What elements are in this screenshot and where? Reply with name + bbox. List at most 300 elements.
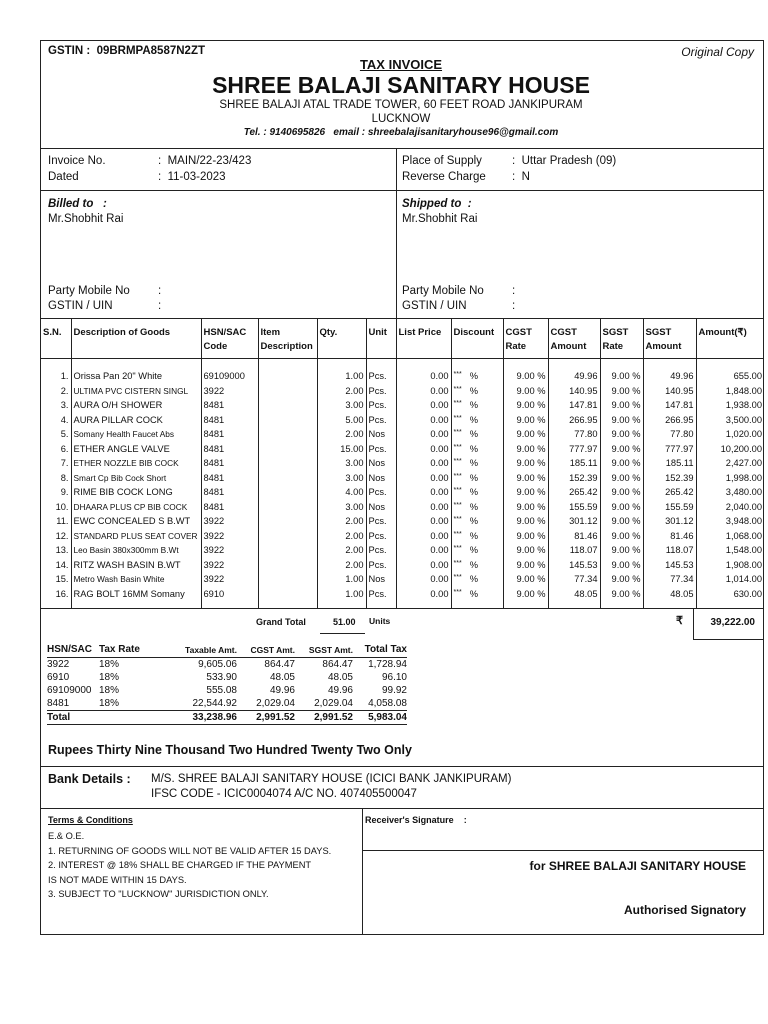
tax-cell: 8481 xyxy=(47,698,70,709)
table-cell: 9.00 % xyxy=(600,369,643,384)
tax-cell: 6910 xyxy=(47,672,70,683)
table-cell: 152.39 xyxy=(548,471,600,486)
table-cell: 118.07 xyxy=(643,543,696,558)
items-table xyxy=(41,318,764,608)
discount-unit: % xyxy=(469,545,478,555)
table-cell: 77.80 xyxy=(643,427,696,442)
table-cell xyxy=(451,427,503,442)
table-cell xyxy=(451,587,503,602)
reverse-label: Reverse Charge xyxy=(402,171,486,183)
table-row xyxy=(41,529,764,544)
table-cell: AURA PILLAR COCK xyxy=(71,413,201,428)
place-label: Place of Supply xyxy=(402,155,482,167)
receiver-label: Receiver's Signature xyxy=(365,815,454,825)
discount-value: *** xyxy=(453,385,462,393)
table-cell: 2. xyxy=(60,385,69,396)
invoice-no: MAIN/22-23/423 xyxy=(167,155,252,167)
table-row xyxy=(41,413,764,428)
table-cell: 1,020.00 xyxy=(696,427,764,442)
table-row xyxy=(41,384,764,399)
spacer-cell xyxy=(41,601,71,608)
table-cell: 14. xyxy=(55,559,69,570)
spacer-cell xyxy=(600,358,643,369)
colon: : xyxy=(512,285,516,297)
invoice-no-label: Invoice No. xyxy=(48,155,106,167)
reverse-charge: N xyxy=(521,171,530,183)
table-cell: 0.00 xyxy=(396,398,451,413)
table-row xyxy=(41,485,764,500)
underline xyxy=(320,633,365,634)
table-cell: 13. xyxy=(55,545,69,555)
table-cell: 8481 xyxy=(201,485,258,500)
table-cell: 81.46 xyxy=(548,529,600,544)
table-cell: 49.96 xyxy=(548,369,600,384)
table-cell: 185.11 xyxy=(548,456,600,471)
terms-line: IS NOT MADE WITHIN 15 DAYS. xyxy=(48,874,187,885)
discount-value: *** xyxy=(453,559,462,567)
table-cell: 9.00 % xyxy=(600,558,643,573)
table-cell: 9.00 % xyxy=(503,427,548,442)
terms-line: 3. SUBJECT TO "LUCKNOW" JURISDICTION ONLY. xyxy=(48,889,269,899)
table-cell: 1. xyxy=(60,371,69,381)
column-header: CGST Rate xyxy=(503,318,548,358)
total-qty: 51.00 xyxy=(333,617,356,627)
table-cell: 2.00 xyxy=(317,543,366,558)
column-header: CGST Amount xyxy=(548,318,600,358)
tax-column-header: HSN/SAC xyxy=(47,644,99,658)
table-cell: 77.34 xyxy=(548,572,600,587)
table-cell: 3. xyxy=(60,400,69,410)
table-cell: RIME BIB COCK LONG xyxy=(71,485,201,500)
column-header: Discount xyxy=(451,318,503,358)
discount-value: *** xyxy=(453,472,462,480)
tax-column-header: CGST Amt. xyxy=(237,644,295,658)
place-value: : Uttar Pradesh (09) xyxy=(512,155,617,167)
spacer-cell xyxy=(71,601,201,608)
discount-value: *** xyxy=(453,516,462,523)
table-cell xyxy=(258,413,317,428)
table-cell: RITZ WASH BASIN B.WT xyxy=(71,558,201,573)
table-cell: 3.00 xyxy=(317,471,366,486)
discount-value: *** xyxy=(453,501,462,509)
terms-title: Terms & Conditions xyxy=(48,815,133,825)
tax-cell: 48.05 xyxy=(269,672,295,683)
table-cell xyxy=(451,529,503,544)
seller-gstin: GSTIN : 09BRMPA8587N2ZT xyxy=(48,45,205,57)
divider xyxy=(396,148,397,318)
spacer-row xyxy=(41,358,764,369)
table-cell: 48.05 xyxy=(643,587,696,602)
table-cell: 2,040.00 xyxy=(696,500,764,515)
tax-header-row xyxy=(47,644,407,658)
units-label: Units xyxy=(369,616,391,626)
table-cell: Nos xyxy=(366,471,396,486)
table-cell: 0.00 xyxy=(396,442,451,457)
table-cell xyxy=(451,471,503,486)
table-cell: 49.96 xyxy=(643,369,696,384)
spacer-cell xyxy=(396,358,451,369)
tax-total-cell: 5,983.04 xyxy=(353,711,407,725)
table-cell: 0.00 xyxy=(396,427,451,442)
table-cell: 3922 xyxy=(201,529,258,544)
table-cell: 147.81 xyxy=(548,398,600,413)
table-cell: 0.00 xyxy=(396,514,451,529)
spacer-cell xyxy=(696,601,764,608)
discount-value: *** xyxy=(453,458,462,465)
discount-unit: % xyxy=(469,400,478,410)
terms-line: 2. INTEREST @ 18% SHALL BE CHARGED IF THE PAYMENT xyxy=(48,860,312,870)
for-company: for SHREE BALAJI SANITARY HOUSE xyxy=(529,859,746,873)
table-cell xyxy=(258,442,317,457)
bank-label: Bank Details : xyxy=(48,772,131,786)
table-row xyxy=(41,543,764,558)
table-cell: 3,948.00 xyxy=(696,514,764,529)
table-cell: Pcs. xyxy=(366,514,396,529)
doc-title: TAX INVOICE xyxy=(359,57,443,72)
table-cell: 9.00 % xyxy=(600,398,643,413)
bank-line2: IFSC CODE - ICIC0004074 A/C NO. 407405500047 xyxy=(151,788,417,800)
table-cell: 0.00 xyxy=(396,572,451,587)
column-header: Amount(₹) xyxy=(696,318,764,358)
grand-total-amount: 39,222.00 xyxy=(710,617,755,628)
table-cell: 4.00 xyxy=(317,485,366,500)
terms-line: E.& O.E. xyxy=(48,831,85,841)
table-cell: 152.39 xyxy=(643,471,696,486)
table-cell xyxy=(258,529,317,544)
table-cell: 4. xyxy=(60,414,69,425)
tax-cell: 2,029.04 xyxy=(314,698,353,709)
discount-unit: % xyxy=(469,530,478,541)
spacer-cell xyxy=(41,358,71,369)
column-header: Qty. xyxy=(317,318,366,358)
table-cell: DHAARA PLUS CP BIB COCK xyxy=(71,500,201,515)
table-cell: 3,480.00 xyxy=(696,485,764,500)
spacer-cell xyxy=(451,358,503,369)
table-cell: Leo Basin 380x300mm B.Wt xyxy=(71,543,201,558)
table-cell: 9.00 % xyxy=(600,413,643,428)
tax-cell: 18% xyxy=(99,685,120,696)
table-cell: 3922 xyxy=(201,384,258,399)
divider xyxy=(40,190,764,191)
table-cell: 77.80 xyxy=(548,427,600,442)
table-cell: 0.00 xyxy=(396,384,451,399)
spacer-cell xyxy=(643,601,696,608)
tax-summary-table xyxy=(47,644,407,725)
table-cell: 0.00 xyxy=(396,369,451,384)
items-header-row xyxy=(41,318,764,358)
tax-cell: 864.47 xyxy=(322,659,353,670)
tax-cell: 864.47 xyxy=(264,659,295,670)
amount-in-words: Rupees Thirty Nine Thousand Two Hundred Twenty Two Only xyxy=(48,743,412,757)
gstin-label: GSTIN xyxy=(48,45,84,57)
discount-unit: % xyxy=(469,458,478,468)
spacer-cell xyxy=(317,601,366,608)
table-row xyxy=(41,442,764,457)
colon: : xyxy=(158,285,162,297)
tax-cell: 49.96 xyxy=(269,685,295,696)
tax-total-cell xyxy=(99,711,149,725)
table-cell: 9.00 % xyxy=(503,514,548,529)
table-cell: 10,200.00 xyxy=(696,442,764,457)
discount-value: *** xyxy=(453,400,462,407)
spacer-cell xyxy=(503,358,548,369)
table-row xyxy=(41,572,764,587)
divider xyxy=(40,808,764,809)
table-cell: 11. xyxy=(56,516,69,526)
table-cell: Pcs. xyxy=(366,369,396,384)
table-cell: 147.81 xyxy=(643,398,696,413)
copy-label: Original Copy xyxy=(681,45,754,59)
table-cell: 266.95 xyxy=(548,413,600,428)
table-cell: 7. xyxy=(60,458,69,468)
billed-gstin-label: GSTIN / UIN xyxy=(48,300,113,312)
table-row xyxy=(41,514,764,529)
divider xyxy=(40,608,764,609)
authorised-signatory: Authorised Signatory xyxy=(623,903,746,917)
table-cell xyxy=(258,572,317,587)
billed-mobile-label: Party Mobile No xyxy=(48,285,130,297)
table-cell: 5.00 xyxy=(317,413,366,428)
table-cell: 0.00 xyxy=(396,471,451,486)
column-header: Item Description xyxy=(258,318,317,358)
table-cell: 9.00 % xyxy=(600,456,643,471)
table-cell xyxy=(258,558,317,573)
spacer-cell xyxy=(548,358,600,369)
table-cell: 140.95 xyxy=(643,384,696,399)
shipped-gstin-label: GSTIN / UIN xyxy=(402,300,467,312)
table-row xyxy=(41,369,764,384)
tax-row xyxy=(47,671,407,684)
spacer-cell xyxy=(366,358,396,369)
table-cell: 0.00 xyxy=(396,500,451,515)
table-cell: 9.00 % xyxy=(503,543,548,558)
table-cell: 0.00 xyxy=(396,587,451,602)
table-cell xyxy=(451,398,503,413)
table-cell: 2.00 xyxy=(317,558,366,573)
table-cell xyxy=(258,500,317,515)
table-cell xyxy=(451,442,503,457)
table-cell xyxy=(451,485,503,500)
table-cell: 0.00 xyxy=(396,529,451,544)
table-cell: 8481 xyxy=(201,427,258,442)
table-cell: 9.00 % xyxy=(503,471,548,486)
table-cell: 301.12 xyxy=(548,514,600,529)
table-cell: ETHER NOZZLE BIB COCK xyxy=(71,456,201,471)
tax-total-cell: Total xyxy=(47,711,99,725)
table-cell: 9.00 % xyxy=(600,529,643,544)
discount-value: *** xyxy=(453,530,462,538)
table-cell: 1,908.00 xyxy=(696,558,764,573)
column-header: Description of Goods xyxy=(71,318,201,358)
spacer-cell xyxy=(71,358,201,369)
table-cell: 3,500.00 xyxy=(696,413,764,428)
spacer-cell xyxy=(643,358,696,369)
table-cell: 2,427.00 xyxy=(696,456,764,471)
tax-total-row xyxy=(47,711,407,725)
table-cell: Pcs. xyxy=(366,398,396,413)
gstin-value: 09BRMPA8587N2ZT xyxy=(96,45,205,57)
table-row xyxy=(41,500,764,515)
table-cell xyxy=(258,456,317,471)
table-cell xyxy=(258,369,317,384)
spacer-cell xyxy=(696,358,764,369)
table-cell: ULTIMA PVC CISTERN SINGL xyxy=(71,384,201,399)
tax-cell: 69109000 xyxy=(47,685,92,696)
table-cell: Pcs. xyxy=(366,384,396,399)
table-cell xyxy=(451,500,503,515)
table-cell: 9.00 % xyxy=(503,369,548,384)
discount-unit: % xyxy=(469,501,478,512)
table-cell: 9.00 % xyxy=(503,500,548,515)
table-cell: 155.59 xyxy=(548,500,600,515)
spacer-cell xyxy=(366,601,396,608)
tax-cell: 555.08 xyxy=(206,685,237,696)
table-cell: 655.00 xyxy=(696,369,764,384)
terms-list xyxy=(48,829,331,902)
table-cell: 3922 xyxy=(201,543,258,558)
currency-icon: ₹ xyxy=(676,615,683,627)
table-cell: 266.95 xyxy=(643,413,696,428)
discount-value: *** xyxy=(453,371,462,378)
table-cell: Nos xyxy=(366,572,396,587)
table-cell: Orissa Pan 20" White xyxy=(71,369,201,384)
place-of-supply: Uttar Pradesh (09) xyxy=(521,155,617,167)
discount-value: *** xyxy=(453,545,462,552)
table-cell: 2.00 xyxy=(317,514,366,529)
discount-unit: % xyxy=(469,472,478,483)
tax-cell: 49.96 xyxy=(327,685,353,696)
divider xyxy=(362,850,764,851)
table-cell: 3922 xyxy=(201,558,258,573)
table-cell: Pcs. xyxy=(366,543,396,558)
table-cell: 5. xyxy=(60,429,69,439)
table-cell: 3.00 xyxy=(317,398,366,413)
table-cell: 3922 xyxy=(201,572,258,587)
table-cell xyxy=(451,572,503,587)
colon: : xyxy=(158,300,162,312)
tax-column-header: Total Tax xyxy=(353,644,407,658)
table-cell: Smart Cp Bib Cock Short xyxy=(71,471,201,486)
spacer-cell xyxy=(258,358,317,369)
tax-row xyxy=(47,684,407,697)
table-cell: 9.00 % xyxy=(600,442,643,457)
shipped-to-name: Mr.Shobhit Rai xyxy=(402,213,478,225)
dated-label: Dated xyxy=(48,171,79,183)
table-cell: 9.00 % xyxy=(503,485,548,500)
table-cell: Pcs. xyxy=(366,587,396,602)
tax-column-header: Taxable Amt. xyxy=(149,644,237,658)
table-cell: 9.00 % xyxy=(503,572,548,587)
divider xyxy=(362,808,363,935)
table-cell: 155.59 xyxy=(643,500,696,515)
terms-line: 1. RETURNING OF GOODS WILL NOT BE VALID AFTER 15 DAYS. xyxy=(48,845,332,856)
tax-cell: 4,058.08 xyxy=(368,698,407,709)
colon: : xyxy=(512,300,516,312)
shipped-mobile-label: Party Mobile No xyxy=(402,285,484,297)
table-cell: 10. xyxy=(55,501,69,512)
table-row xyxy=(41,471,764,486)
tax-cell: 48.05 xyxy=(327,672,353,683)
tax-total-cell: 2,991.52 xyxy=(295,711,353,725)
discount-value: *** xyxy=(453,588,462,596)
table-cell: 0.00 xyxy=(396,485,451,500)
table-cell xyxy=(258,485,317,500)
table-cell xyxy=(258,514,317,529)
table-cell: Nos xyxy=(366,427,396,442)
receiver-signature-label: Receiver's Signature : xyxy=(365,815,467,825)
table-cell: 8481 xyxy=(201,500,258,515)
invoice-date: 11-03-2023 xyxy=(167,171,226,183)
table-cell xyxy=(258,398,317,413)
table-cell: 145.53 xyxy=(643,558,696,573)
table-cell: 630.00 xyxy=(696,587,764,602)
bank-line1: M/S. SHREE BALAJI SANITARY HOUSE (ICICI BANK JANKIPURAM) xyxy=(151,773,512,785)
table-cell xyxy=(258,587,317,602)
spacer-cell xyxy=(201,358,258,369)
table-cell: 9.00 % xyxy=(600,471,643,486)
table-cell: 265.42 xyxy=(548,485,600,500)
table-cell: 777.97 xyxy=(643,442,696,457)
table-cell: 1,938.00 xyxy=(696,398,764,413)
tax-cell: 1,728.94 xyxy=(368,659,407,670)
table-cell: Nos xyxy=(366,456,396,471)
column-header: SGST Rate xyxy=(600,318,643,358)
discount-value: *** xyxy=(453,414,462,422)
tax-column-header: Tax Rate xyxy=(99,644,149,658)
table-cell: 8481 xyxy=(201,456,258,471)
table-cell: 1,014.00 xyxy=(696,572,764,587)
tax-cell: 96.10 xyxy=(381,672,407,683)
table-cell: 9. xyxy=(60,487,69,497)
column-header: HSN/SAC Code xyxy=(201,318,258,358)
table-cell: 1.00 xyxy=(317,587,366,602)
table-cell: 12. xyxy=(55,530,69,541)
table-cell: 9.00 % xyxy=(600,427,643,442)
table-row xyxy=(41,558,764,573)
spacer-cell xyxy=(600,601,643,608)
table-cell: 8. xyxy=(60,472,69,483)
tax-cell: 3922 xyxy=(47,659,70,670)
discount-unit: % xyxy=(469,559,478,570)
table-cell: ETHER ANGLE VALVE xyxy=(71,442,201,457)
table-cell: Somany Health Faucet Abs xyxy=(71,427,201,442)
company-name: SHREE BALAJI SANITARY HOUSE xyxy=(212,72,590,98)
table-cell: 9.00 % xyxy=(503,413,548,428)
table-cell: 301.12 xyxy=(643,514,696,529)
table-cell: Nos xyxy=(366,500,396,515)
tax-cell: 533.90 xyxy=(206,672,237,683)
column-header: S.N. xyxy=(41,318,71,358)
table-cell: 140.95 xyxy=(548,384,600,399)
table-cell: 8481 xyxy=(201,413,258,428)
table-cell: 6. xyxy=(60,443,69,454)
table-cell: 9.00 % xyxy=(600,587,643,602)
table-cell: 2.00 xyxy=(317,529,366,544)
spacer-cell xyxy=(396,601,451,608)
table-cell: 9.00 % xyxy=(600,384,643,399)
table-cell: EWC CONCEALED S B.WT xyxy=(71,514,201,529)
tax-cell: 99.92 xyxy=(381,685,407,696)
tax-cell: 2,029.04 xyxy=(256,698,295,709)
table-cell xyxy=(451,369,503,384)
table-cell: 265.42 xyxy=(643,485,696,500)
table-cell: 9.00 % xyxy=(600,500,643,515)
column-header: List Price xyxy=(396,318,451,358)
table-cell: STANDARD PLUS SEAT COVER xyxy=(71,529,201,544)
table-cell: 9.00 % xyxy=(600,572,643,587)
table-cell: 1,548.00 xyxy=(696,543,764,558)
table-cell: RAG BOLT 16MM Somany xyxy=(71,587,201,602)
